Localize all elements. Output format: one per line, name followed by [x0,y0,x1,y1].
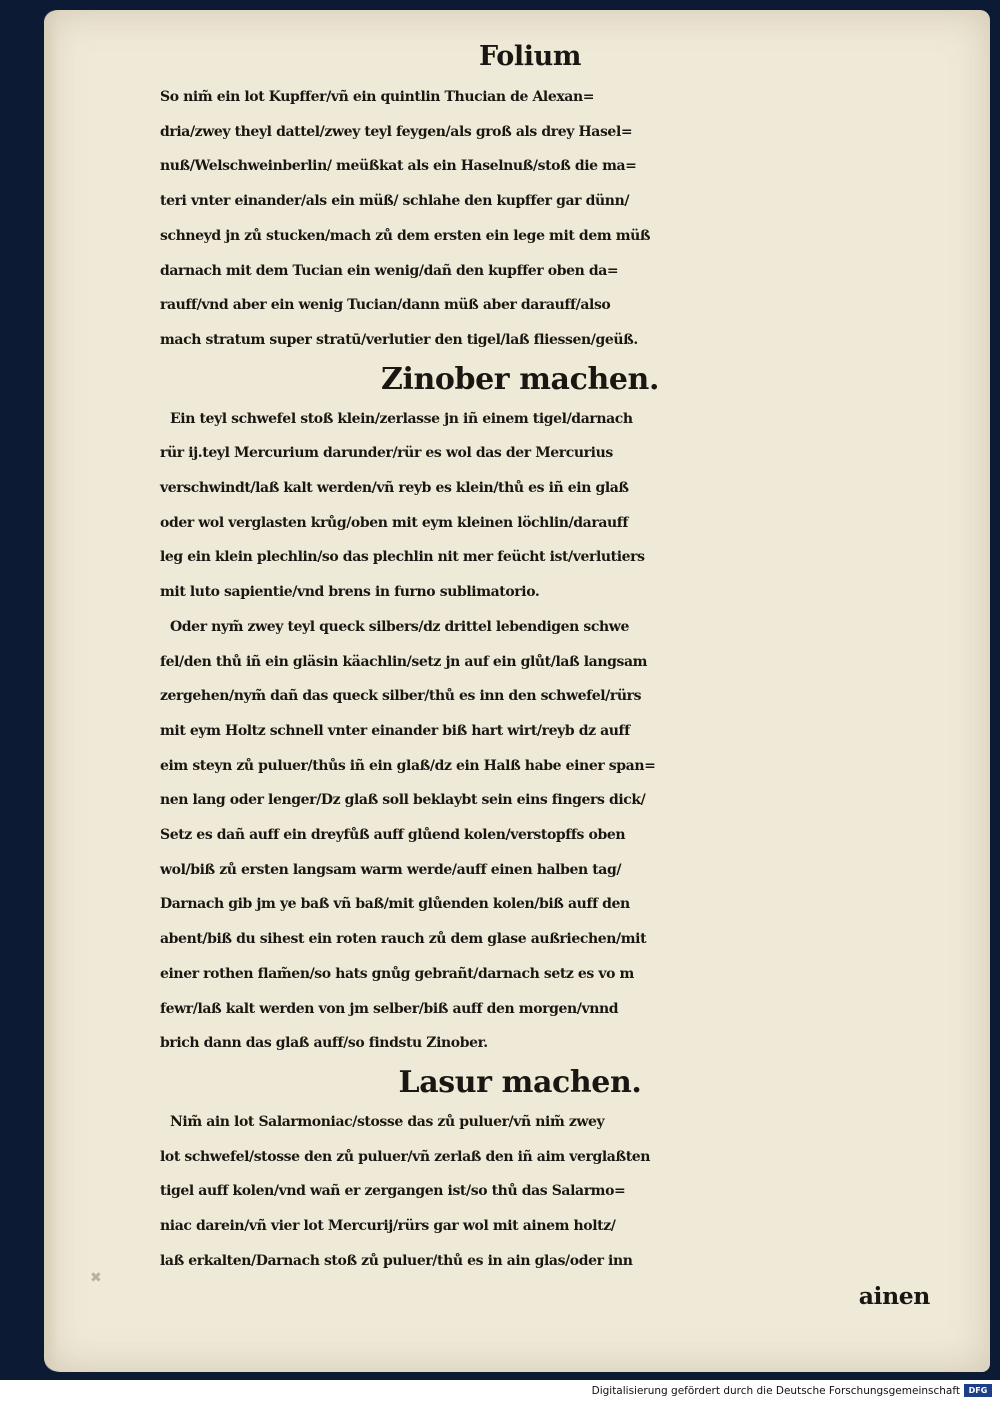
text-line: wol/biß zů ersten langsam warm werde/auff einen halben tag/ [160,861,622,878]
text-line: Setz es dañ auff ein dreyfůß auff glůend kolen/verstopffs oben [160,827,626,844]
text-line: lot schwefel/stosse den zů puluer/vñ zerlaß den iñ aim verglaßten [160,1148,651,1165]
paragraph-copper [160,80,940,358]
text-line: nuß/Welschweinberlin/ meüßkat als ein Haselnuß/stoß die ma= [160,158,637,175]
dfg-logo: DFG [964,1384,992,1397]
text-line: rür ij.teyl Mercurium darunder/rür es wol das der Mercurius [160,445,613,462]
text-line: brich dann das glaß auff/so findstu Zinober. [160,1035,488,1052]
text-line: So nim̃ ein lot Kupffer/vñ ein quintlin Thucian de Alexan= [160,89,595,105]
text-line: Ein teyl schwefel stoß klein/zerlasse jn iñ einem tigel/darnach [170,410,633,427]
text-line: mit luto sapientie/vnd brens in furno sublimatorio. [160,584,540,601]
digitization-footer [0,1380,1000,1402]
text-line: mach stratum super stratū/verlutier den tigel/laß fliessen/geüß. [160,331,638,348]
text-line: Nim̃ ain lot Salarmoniac/stosse das zů puluer/vñ nim̃ zwey [170,1113,605,1130]
text-line: Darnach gib jm ye baß vñ baß/mit glůenden kolen/biß auff den [160,896,630,913]
text-line: eim steyn zů puluer/thůs iñ ein glaß/dz ein Halß habe einer span= [160,757,656,774]
text-line: einer rothen flam̃en/so hats gnůg gebrañt/darnach setz es vo m [160,965,634,982]
funding-notice: Digitalisierung gefördert durch die Deutsche Forschungsgemeinschaft [591,1385,960,1397]
page-fold-shadow [44,10,58,1372]
page-text [160,34,940,1313]
text-line: laß erkalten/Darnach stoß zů puluer/thů es in ain glas/oder inn [160,1252,633,1269]
text-line: leg ein klein plechlin/so das plechlin nit mer feücht ist/verlutiers [160,549,645,566]
section-heading-lasur: Lasur machen. [398,1064,642,1100]
text-line: tigel auff kolen/vnd wañ er zergangen ist/so thů das Salarmo= [160,1183,626,1200]
text-line: nen lang oder lenger/Dz glaß soll beklaybt sein eins fingers dick/ [160,792,646,809]
text-line: fel/den thů iñ ein gläsin käachlin/setz jn auf ein glůt/laß langsam [160,653,648,670]
text-line: verschwindt/laß kalt werden/vñ reyb es klein/thů es iñ ein glaß [160,480,629,497]
text-line: mit eym Holtz schnell vnter einander biß hart wirt/reyb dz auff [160,722,630,739]
text-line: teri vnter einander/als ein müß/ schlahe den kupffer gar dünn/ [160,193,630,210]
text-line: dria/zwey theyl dattel/zwey teyl feygen/als groß als drey Hasel= [160,123,633,140]
text-line: schneyd jn zů stucken/mach zů dem ersten ein lege mit dem müß [160,227,651,244]
paragraph-lasur [160,1105,940,1279]
section-heading-zinober: Zinober machen. [380,361,660,397]
text-line: abent/biß du sihest ein roten rauch zů dem glase außriechen/mit [160,931,647,948]
text-line: fewr/laß kalt werden von jm selber/biß auff den morgen/vnnd [160,1000,619,1017]
paragraph-zinober-1 [160,402,940,610]
text-line: Oder nym̃ zwey teyl queck silbers/dz drittel lebendigen schwe [170,618,629,635]
text-line: rauff/vnd aber ein wenig Tucian/dann müß aber darauff/also [160,297,611,314]
catchword: ainen [858,1281,930,1310]
text-line: zergehen/nym̃ dañ das queck silber/thů es inn den schwefel/rürs [160,688,642,705]
text-line: oder wol verglasten krůg/oben mit eym kleinen löchlin/darauff [160,514,629,531]
scratch-mark: ✖ [90,1270,102,1286]
text-line: niac darein/vñ vier lot Mercurij/rürs gar wol mit ainem holtz/ [160,1218,616,1235]
text-line: darnach mit dem Tucian ein wenig/dañ den kupffer oben da= [160,262,619,279]
folio-heading: Folium [478,41,581,72]
paragraph-zinober-2 [160,610,940,1061]
